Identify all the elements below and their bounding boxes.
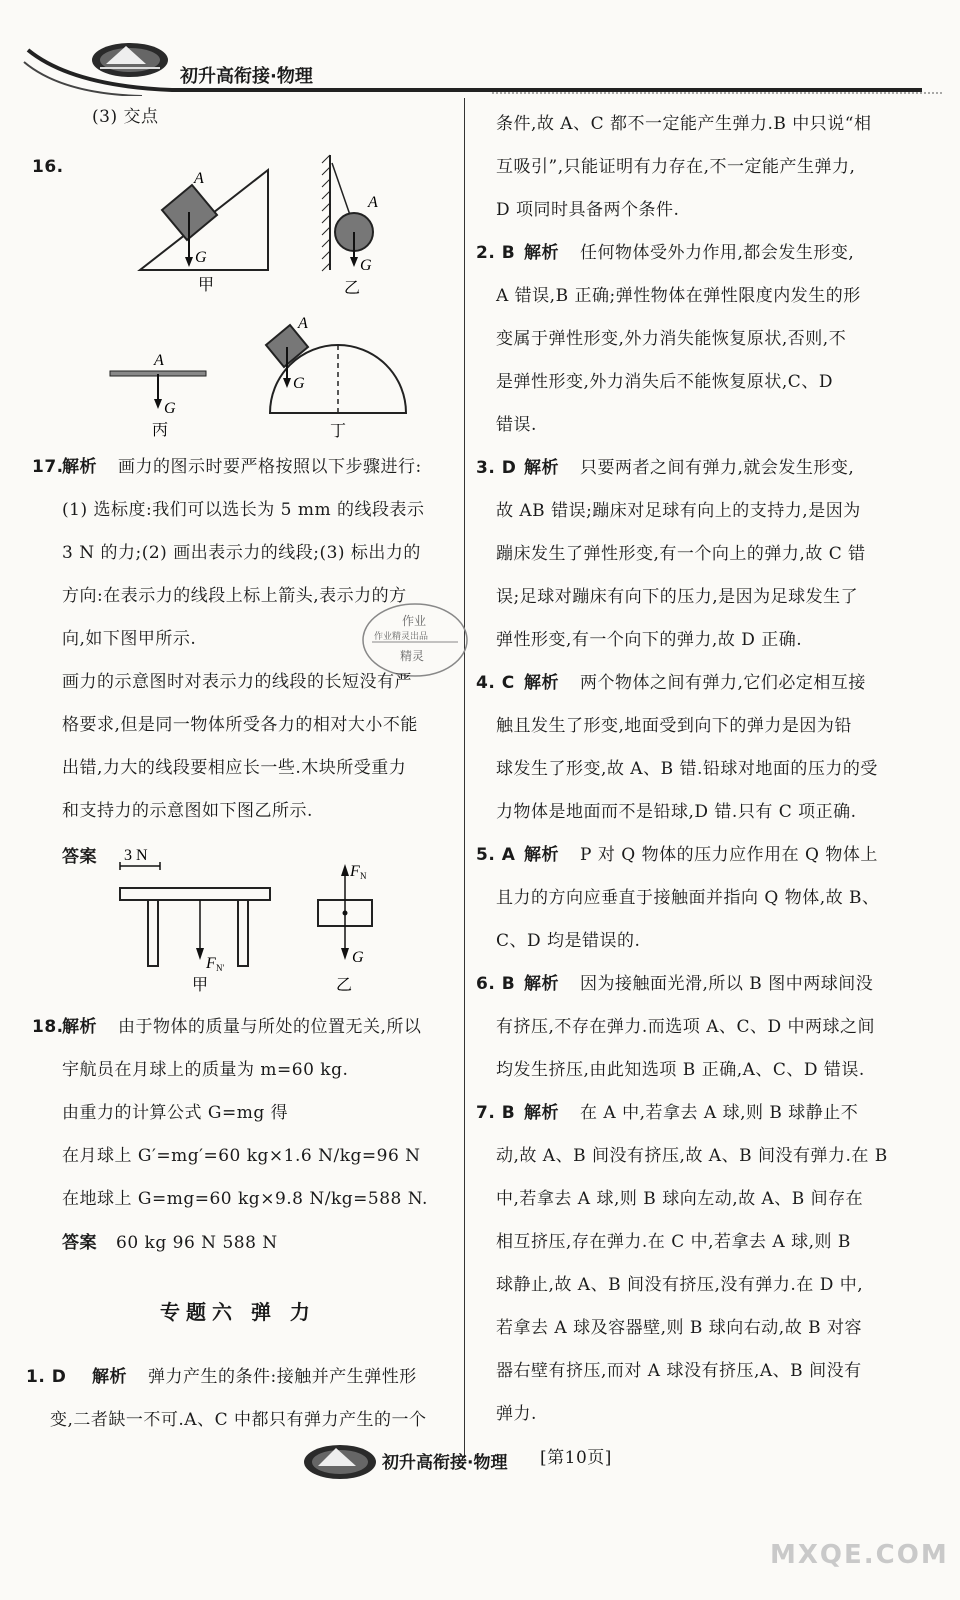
header-title: 初升高衔接·物理 xyxy=(180,66,313,87)
q3-number: 3. D xyxy=(476,458,517,478)
q17-line9: 和支持力的示意图如下图乙所示. xyxy=(62,801,313,821)
q18-line3: 由重力的计算公式 G=mg 得 xyxy=(62,1103,289,1123)
fig16-bing-label-g: G xyxy=(164,400,176,417)
q3-tag: 解析 xyxy=(524,458,559,478)
svg-text:作业: 作业 xyxy=(402,614,427,628)
q4-line4: 力物体是地面而不是铅球,D 错.只有 C 项正确. xyxy=(496,802,857,822)
fig17-jia-fn-label: F xyxy=(206,955,216,972)
q2-line2: A 错误,B 正确;弹性物体在弹性限度内发生的形 xyxy=(496,286,861,306)
q3-line3: 蹦床发生了弹性形变,有一个向上的弹力,故 C 错 xyxy=(496,544,866,564)
q18-line5: 在地球上 G=mg=60 kg×9.8 N/kg=588 N. xyxy=(62,1189,428,1209)
q7-line5: 球静止,故 A、B 间没有挤压,没有弹力.在 D 中, xyxy=(496,1275,864,1295)
fig16-jia-label-g: G xyxy=(195,249,207,266)
q17-number: 17. xyxy=(32,457,64,477)
footer-page-number: [第10页] xyxy=(540,1448,612,1468)
fig16-yi-caption: 乙 xyxy=(344,280,361,297)
q17-line5: 向,如下图甲所示. xyxy=(62,629,197,649)
q18-line1: 由于物体的质量与所处的位置无关,所以 xyxy=(118,1017,422,1037)
q3-line4: 误;足球对蹦床有向下的压力,是因为足球发生了 xyxy=(496,587,859,607)
q2-line3: 变属于弹性形变,外力消失能恢复原状,否则,不 xyxy=(496,329,847,349)
fig16-yi-label-a: A xyxy=(368,194,378,211)
q6-line3: 均发生挤压,由此知选项 B 正确,A、C、D 错误. xyxy=(496,1060,865,1080)
q16-number: 16. xyxy=(32,157,64,177)
q1-line1: 弹力产生的条件:接触并产生弹性形 xyxy=(148,1367,417,1387)
q4-line3: 球发生了形变,故 A、B 错.铅球对地面的压力的受 xyxy=(496,759,878,779)
q4-line1: 两个物体之间有弹力,它们必定相互接 xyxy=(580,673,866,693)
q18-tag: 解析 xyxy=(62,1017,97,1037)
q7-line4: 相互挤压,存在弹力.在 C 中,若拿去 A 球,则 B xyxy=(496,1232,851,1252)
fig17-yi-fn-sub: N xyxy=(360,871,367,881)
svg-text:作业精灵出品: 作业精灵出品 xyxy=(374,632,429,642)
q18-line4: 在月球上 G′=mg′=60 kg×1.6 N/kg=96 N xyxy=(62,1146,421,1166)
q3-line2: 故 AB 错误;蹦床对足球有向上的支持力,是因为 xyxy=(496,501,861,521)
corner-watermark: MXQE.COM xyxy=(770,1540,949,1570)
q7-line7: 器右壁有挤压,而对 A 球没有挤压,A、B 间没有 xyxy=(496,1361,862,1381)
fig16-ding-label-g: G xyxy=(293,375,305,392)
q7-tag: 解析 xyxy=(524,1103,559,1123)
q17-answer-tag: 答案 xyxy=(62,847,97,867)
q2-line5: 错误. xyxy=(496,415,537,435)
fig16-yi-label-g: G xyxy=(360,257,372,274)
fig17-jia-table xyxy=(120,888,270,966)
q6-line1: 因为接触面光滑,所以 B 图中两球间没 xyxy=(580,974,874,994)
svg-text:精灵: 精灵 xyxy=(400,649,425,663)
q18-answer-tag: 答案 xyxy=(62,1233,97,1253)
item-3-intersection: (3) 交点 xyxy=(92,107,159,127)
fig17-yi-g-label: G xyxy=(352,949,364,966)
q17-line1: 画力的图示时要严格按照以下步骤进行: xyxy=(118,457,422,477)
figure-16 xyxy=(100,145,440,445)
q7-line6: 若拿去 A 球及容器壁,则 B 球向右动,故 B 对容 xyxy=(496,1318,862,1338)
q7-line1: 在 A 中,若拿去 A 球,则 B 球静止不 xyxy=(580,1103,859,1123)
fig16-ding-hemisphere xyxy=(266,325,406,413)
header-banner xyxy=(22,40,942,96)
r-line-03: D 项同时具备两个条件. xyxy=(496,200,680,220)
q18-line2: 宇航员在月球上的质量为 m=60 kg. xyxy=(62,1060,349,1080)
q4-tag: 解析 xyxy=(524,673,559,693)
q17-line8: 出错,力大的线段要相应长一些.木块所受重力 xyxy=(62,758,407,778)
q2-tag: 解析 xyxy=(524,243,559,263)
fig16-bing-caption: 丙 xyxy=(152,422,169,439)
fig17-scale-label: 3 N xyxy=(124,847,148,864)
q18-number: 18. xyxy=(32,1017,64,1037)
q2-number: 2. B xyxy=(476,243,516,263)
fig17-yi-caption: 乙 xyxy=(336,977,353,994)
q5-line3: C、D 均是错误的. xyxy=(496,931,641,951)
q17-line6: 画力的示意图时对表示力的线段的长短没有严 xyxy=(62,672,412,692)
fig16-yi-wall xyxy=(322,155,373,271)
q7-line8: 弹力. xyxy=(496,1404,537,1424)
footer-title: 初升高衔接·物理 xyxy=(382,1453,508,1473)
fig16-jia-caption: 甲 xyxy=(198,277,215,294)
q7-line3: 中,若拿去 A 球,则 B 球向左动,故 A、B 间存在 xyxy=(496,1189,864,1209)
fig16-ding-label-a: A xyxy=(298,315,308,332)
q2-line4: 是弹性形变,外力消失后不能恢复原状,C、D xyxy=(496,372,833,392)
q17-line3: 3 N 的力;(2) 画出表示力的线段;(3) 标出力的 xyxy=(62,543,421,563)
q4-line2: 触且发生了形变,地面受到向下的弹力是因为铅 xyxy=(496,716,852,736)
column-divider xyxy=(464,98,465,1458)
section-title: 专题六 弹 力 xyxy=(160,1300,316,1324)
q17-line7: 格要求,但是同一物体所受各力的相对大小不能 xyxy=(62,715,418,735)
q7-line2: 动,故 A、B 间没有挤压,故 A、B 间没有弹力.在 B xyxy=(496,1146,888,1166)
q6-line2: 有挤压,不存在弹力.而选项 A、C、D 中两球之间 xyxy=(496,1017,876,1037)
r-line-02: 互吸引”,只能证明有力存在,不一定能产生弹力, xyxy=(496,157,856,177)
q17-tag: 解析 xyxy=(62,457,97,477)
r-line-01: 条件,故 A、C 都不一定能产生弹力.B 中只说“相 xyxy=(496,114,872,134)
q5-line2: 且力的方向应垂直于接触面并指向 Q 物体,故 B、 xyxy=(496,888,880,908)
fig16-jia-block xyxy=(162,185,217,267)
q5-number: 5. A xyxy=(476,845,516,865)
fig16-jia-label-a: A xyxy=(194,170,204,187)
q1-tag: 解析 xyxy=(92,1367,127,1387)
q3-line5: 弹性形变,有一个向下的弹力,故 D 正确. xyxy=(496,630,803,650)
q5-line1: P 对 Q 物体的压力应作用在 Q 物体上 xyxy=(580,845,878,865)
q17-line2: (1) 选标度:我们可以选长为 5 mm 的线段表示 xyxy=(62,500,425,520)
fig16-ding-caption: 丁 xyxy=(330,423,347,440)
fig17-jia-caption: 甲 xyxy=(192,977,209,994)
q3-line1: 只要两者之间有弹力,就会发生形变, xyxy=(580,458,855,478)
q18-answer-text: 60 kg 96 N 588 N xyxy=(116,1233,278,1253)
fig16-bing-bar xyxy=(110,371,206,409)
q1-number: 1. D xyxy=(26,1367,67,1387)
fig17-yi-fn-label: F xyxy=(350,863,360,880)
q2-line1: 任何物体受外力作用,都会发生形变, xyxy=(580,243,855,263)
q17-line4: 方向:在表示力的线段上标上箭头,表示力的方 xyxy=(62,586,407,606)
figure-17 xyxy=(110,840,450,1000)
q5-tag: 解析 xyxy=(524,845,559,865)
q1-line2: 变,二者缺一不可.A、C 中都只有弹力产生的一个 xyxy=(50,1410,427,1430)
q4-number: 4. C xyxy=(476,673,515,693)
q6-tag: 解析 xyxy=(524,974,559,994)
fig17-jia-fn-sub: N′ xyxy=(216,963,225,973)
q6-number: 6. B xyxy=(476,974,516,994)
fig16-bing-label-a: A xyxy=(154,352,164,369)
footer-logo-icon xyxy=(300,1440,380,1484)
q7-number: 7. B xyxy=(476,1103,516,1123)
